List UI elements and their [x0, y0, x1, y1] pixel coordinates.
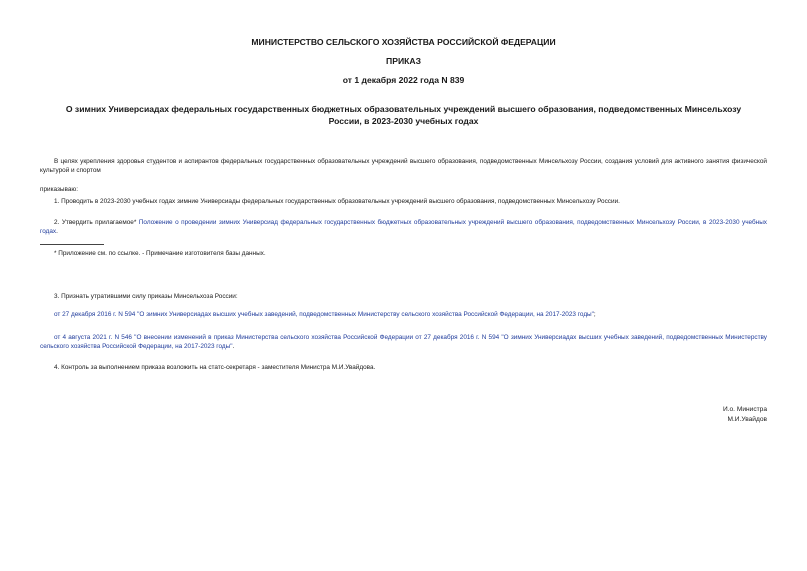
item-2-suffix: .	[56, 228, 58, 235]
item-4: 4. Контроль за выполнением приказа возложить на статс-секретаря - заместителя Министра М.И.Увайдова.	[54, 364, 376, 371]
order-594-link[interactable]: от 27 декабря 2016 г. N 594 "О зимних Универсиадах высших учебных заведений, подведомственных Министерству сельского хозяйства Российской Федерации, на 2017-2023 годы"	[54, 311, 594, 318]
order-word: приказываю:	[40, 186, 78, 193]
footnote: * Приложение см. по ссылке. - Примечание изготовителя базы данных.	[54, 250, 266, 257]
footnote-divider	[40, 244, 104, 245]
item-2-prefix: 2. Утвердить прилагаемое*	[54, 219, 139, 226]
preamble-paragraph: В целях укрепления здоровья студентов и аспирантов федеральных государственных образовательных учреждений высшего образования, подведомственных Минсельхозу России, создания условий для активного занятия физической культурой и спортом	[40, 158, 767, 174]
order-546-suffix: .	[232, 343, 235, 350]
document-date-number: от 1 декабря 2022 года N 839	[342, 75, 465, 85]
item-3-order-546	[40, 333, 767, 351]
signature-name: М.И.Увайдов	[727, 416, 767, 423]
document-title: О зимних Универсиадах федеральных государственных бюджетных образовательных учреждений высшего образования, подведомственных Минсельхозу России, в 2023-2030 учебных годах	[65, 104, 742, 126]
item-1: 1. Проводить в 2023-2030 учебных годах зимние Универсиады федеральных государственных образовательных учреждений высшего образования, подведомственных Минсельхозу России.	[54, 198, 620, 205]
item-3: 3. Признать утратившими силу приказы Минсельхоза России:	[54, 293, 238, 300]
ministry-heading: МИНИСТЕРСТВО СЕЛЬСКОГО ХОЗЯЙСТВА РОССИЙСКОЙ ФЕДЕРАЦИИ	[251, 37, 556, 47]
signature-position: И.о. Министра	[722, 406, 767, 413]
order-546-link[interactable]: от 4 августа 2021 г. N 546 "О внесении изменений в приказ Министерства сельского хозяйства Российской Федерации от 27 декабря 2016 г. N 594 "О зимних Универсиадах высших учебных заведений, подведомственных Министерству сельского хозяйства Российской Федерации, на 2017-2023 годы"	[40, 334, 767, 350]
item-2	[40, 218, 767, 236]
order-594-suffix: ;	[593, 311, 596, 318]
item-3-order-594	[40, 310, 767, 319]
item-2-regulation-link[interactable]: Положение о проведении зимних Универсиад федеральных государственных бюджетных образовательных учреждений высшего образования, подведомственных Минсельхозу России, в 2023-2030 учебных годах	[40, 219, 768, 235]
document-type: ПРИКАЗ	[386, 56, 421, 66]
